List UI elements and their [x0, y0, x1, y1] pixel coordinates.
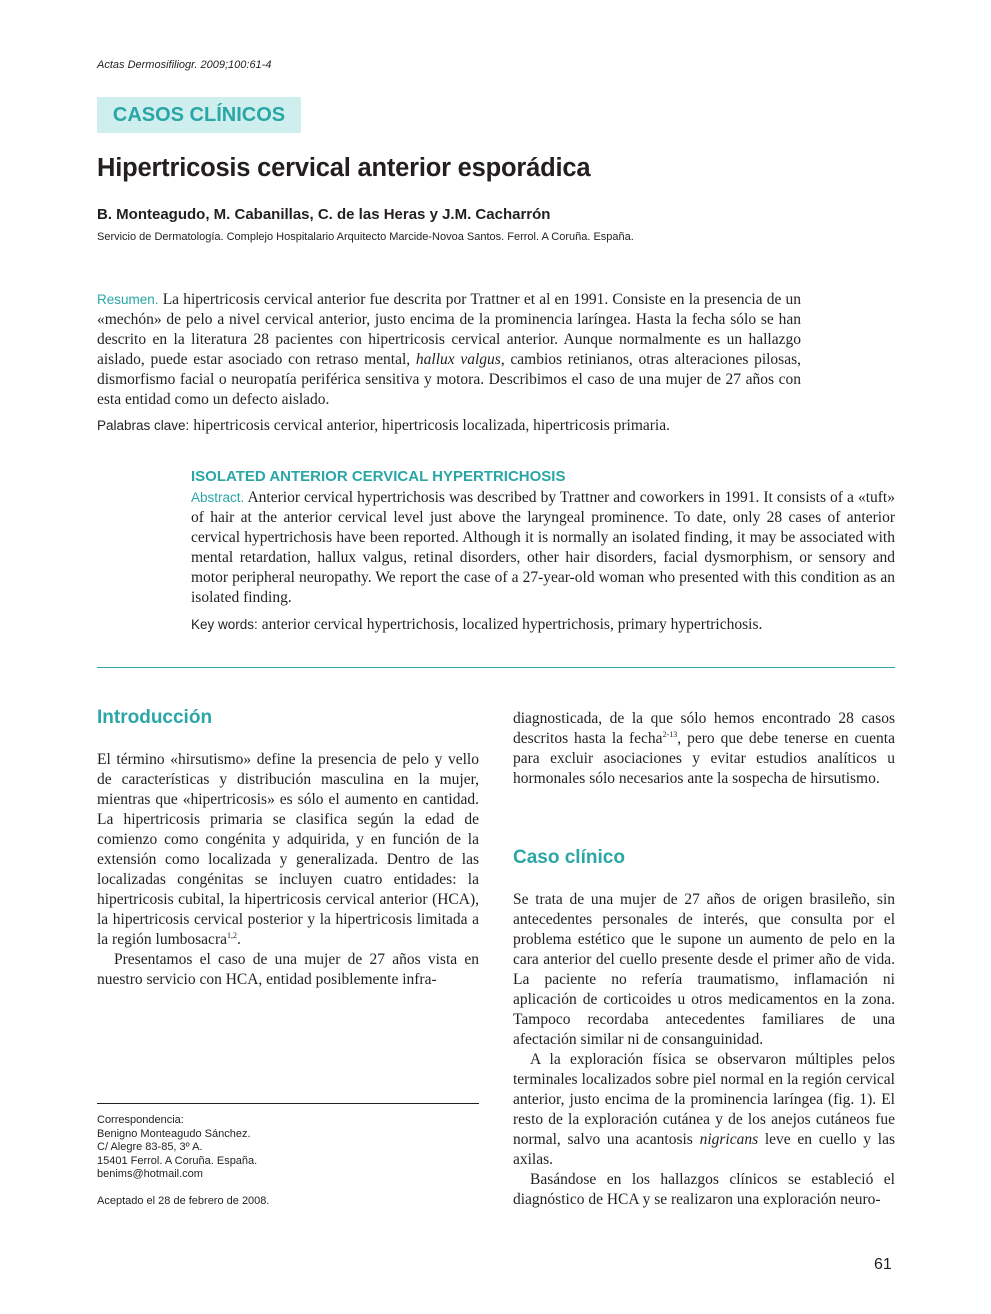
palabras-clave	[97, 417, 801, 435]
page-number: 61	[874, 1256, 892, 1273]
caso-p2-italic: nigricans	[699, 1131, 759, 1148]
journal-reference: Actas Dermosifiliogr. 2009;100:61-4	[97, 59, 272, 71]
caso-clinico-column	[513, 890, 895, 1210]
introduccion-p2-text: Presentamos el caso de una mujer de 27 años vista en nuestro servicio con HCA, entidad posiblemente infra-	[97, 951, 479, 988]
caso-paragraph-2	[513, 1050, 895, 1170]
introduccion-p1-text: El término «hirsutismo» define la presencia de pelo y vello de características y distribución masculina en la mujer, mientras que «hipertricosis» es sólo el aumento en cantidad. La hipertricosis primaria se clasifica según la edad de comienzo como congénita y adquirida, y en función de la extensión como localizada y generalizada. Dentro de las localizadas congénitas se incluyen cuatro entidades: la hipertricosis cubital, la hipertricosis cervical anterior (HCA), la hipertricosis cervical posterior y la hipertricosis limitada a la región lumbosacra	[97, 751, 479, 948]
section-tag: CASOS CLÍNICOS	[97, 97, 301, 133]
correspondence-label: Correspondencia:	[97, 1114, 184, 1126]
resumen-label: Resumen.	[97, 292, 159, 307]
introduccion-p1-end: .	[236, 931, 241, 948]
resumen-paragraph	[97, 290, 801, 410]
abstract-paragraph	[191, 488, 895, 608]
abstract-title: ISOLATED ANTERIOR CERVICAL HYPERTRICHOSIS	[191, 468, 566, 485]
key-words-text: anterior cervical hypertrichosis, localized hypertrichosis, primary hypertrichosis.	[261, 616, 763, 633]
introduccion-heading: Introducción	[97, 707, 213, 728]
citation-2-13: 2-13	[662, 730, 678, 739]
introduccion-paragraph-2-continued	[513, 709, 895, 789]
resumen-italic: hallux valgus	[415, 351, 501, 368]
introduccion-paragraph-2	[97, 950, 479, 990]
palabras-clave-text: hipertricosis cervical anterior, hipertricosis localizada, hipertricosis primaria.	[193, 417, 670, 434]
citation-1-2: 1,2	[226, 931, 237, 940]
introduccion-p2-end: , pero que debe tenerse en cuenta para excluir asociaciones y evitar estudios analíticos u hormonales sólo necesarios ante la sospecha de hirsutismo.	[513, 730, 895, 787]
introduccion-paragraph-1	[97, 750, 479, 950]
caso-p2-text: A la exploración física se observaron múltiples pelos terminales localizados sobre piel normal en la región cervical anterior, justo encima de la prominencia laríngea (fig. 1). El resto de la exploración cutánea y de los anejos cutáneos fue normal, salvo una acantosis	[513, 1051, 895, 1148]
article-title: Hipertricosis cervical anterior esporádica	[97, 154, 591, 182]
palabras-clave-label: Palabras clave:	[97, 418, 190, 433]
caso-clinico-heading: Caso clínico	[513, 847, 625, 868]
introduccion-p2-continued-text: diagnosticada, de la que sólo hemos encontrado 28 casos descritos hasta la fecha	[513, 710, 895, 747]
caso-paragraph-3: Basándose en los hallazgos clínicos se estableció el diagnóstico de HCA y se realizaron una exploración neuro-	[513, 1171, 895, 1208]
correspondence-block	[97, 1114, 257, 1182]
correspondence-street: C/ Alegre 83-85, 3º A.	[97, 1141, 203, 1153]
key-words	[191, 616, 895, 634]
correspondence-name: Benigno Monteagudo Sánchez.	[97, 1127, 251, 1140]
key-words-label: Key words:	[191, 617, 258, 632]
resumen-text: La hipertricosis cervical anterior fue descrita por Trattner et al en 1991. Consiste en la presencia de un «mechón» de pelo a nivel cervical anterior, justo encima de la prominencia laríngea. Hasta la fecha sólo se han descrito en la literatura 28 pacientes con hipertricosis cervical anterior. Aunque normalmente es un hallazgo aislado, puede estar asociado con retraso mental,	[97, 291, 801, 368]
affiliation: Servicio de Dermatología. Complejo Hospitalario Arquitecto Marcide-Novoa Santos. Ferrol. A Coruña. España.	[97, 231, 634, 243]
correspondence-city: 15401 Ferrol. A Coruña. España.	[97, 1154, 258, 1167]
accepted-date: Aceptado el 28 de febrero de 2008.	[97, 1195, 270, 1207]
caso-p2-end: leve en cuello y las axilas.	[513, 1131, 895, 1168]
abstract-label: Abstract.	[191, 490, 245, 505]
resumen-text-end: , cambios retinianos, otras alteraciones pilosas, dismorfismo facial o neuropatía periférica sensitiva y motora. Describimos el caso de una mujer de 27 años con esta entidad como un defecto aislado.	[97, 351, 801, 408]
footnote-rule	[97, 1103, 479, 1104]
correspondence-email[interactable]: benims@hotmail.com	[97, 1168, 203, 1180]
section-divider	[97, 667, 895, 668]
caso-paragraph-1: Se trata de una mujer de 27 años de origen brasileño, sin antecedentes personales de interés, que consulta por el problema estético que le supone un aumento de pelo en la cara anterior del cuello presente desde el primer año de vida. La paciente no refería traumatismo, inflamación ni aplicación de corticoides u otros medicamentos en la zona. Tampoco recordaba antecedentes familiares de una afectación similar ni de consanguinidad.	[513, 891, 895, 1048]
introduccion-continuation	[513, 709, 895, 789]
introduccion-column	[97, 750, 479, 990]
abstract-text: Anterior cervical hypertrichosis was described by Trattner and coworkers in 1991. It consists of a «tuft» of hair at the anterior cervical level just above the laryngeal prominence. To date, only 28 cases of anterior cervical hypertrichosis have been reported. Although it is normally an isolated finding, it may be associated with mental retardation, hallux valgus, retinal disorders, other hair disorders, facial dysmorphism, or sensory and motor peripheral neuropathy. We report the case of a 27-year-old woman who presented with this condition as an isolated finding.	[191, 489, 895, 606]
authors: B. Monteagudo, M. Cabanillas, C. de las Heras y J.M. Cacharrón	[97, 206, 551, 223]
